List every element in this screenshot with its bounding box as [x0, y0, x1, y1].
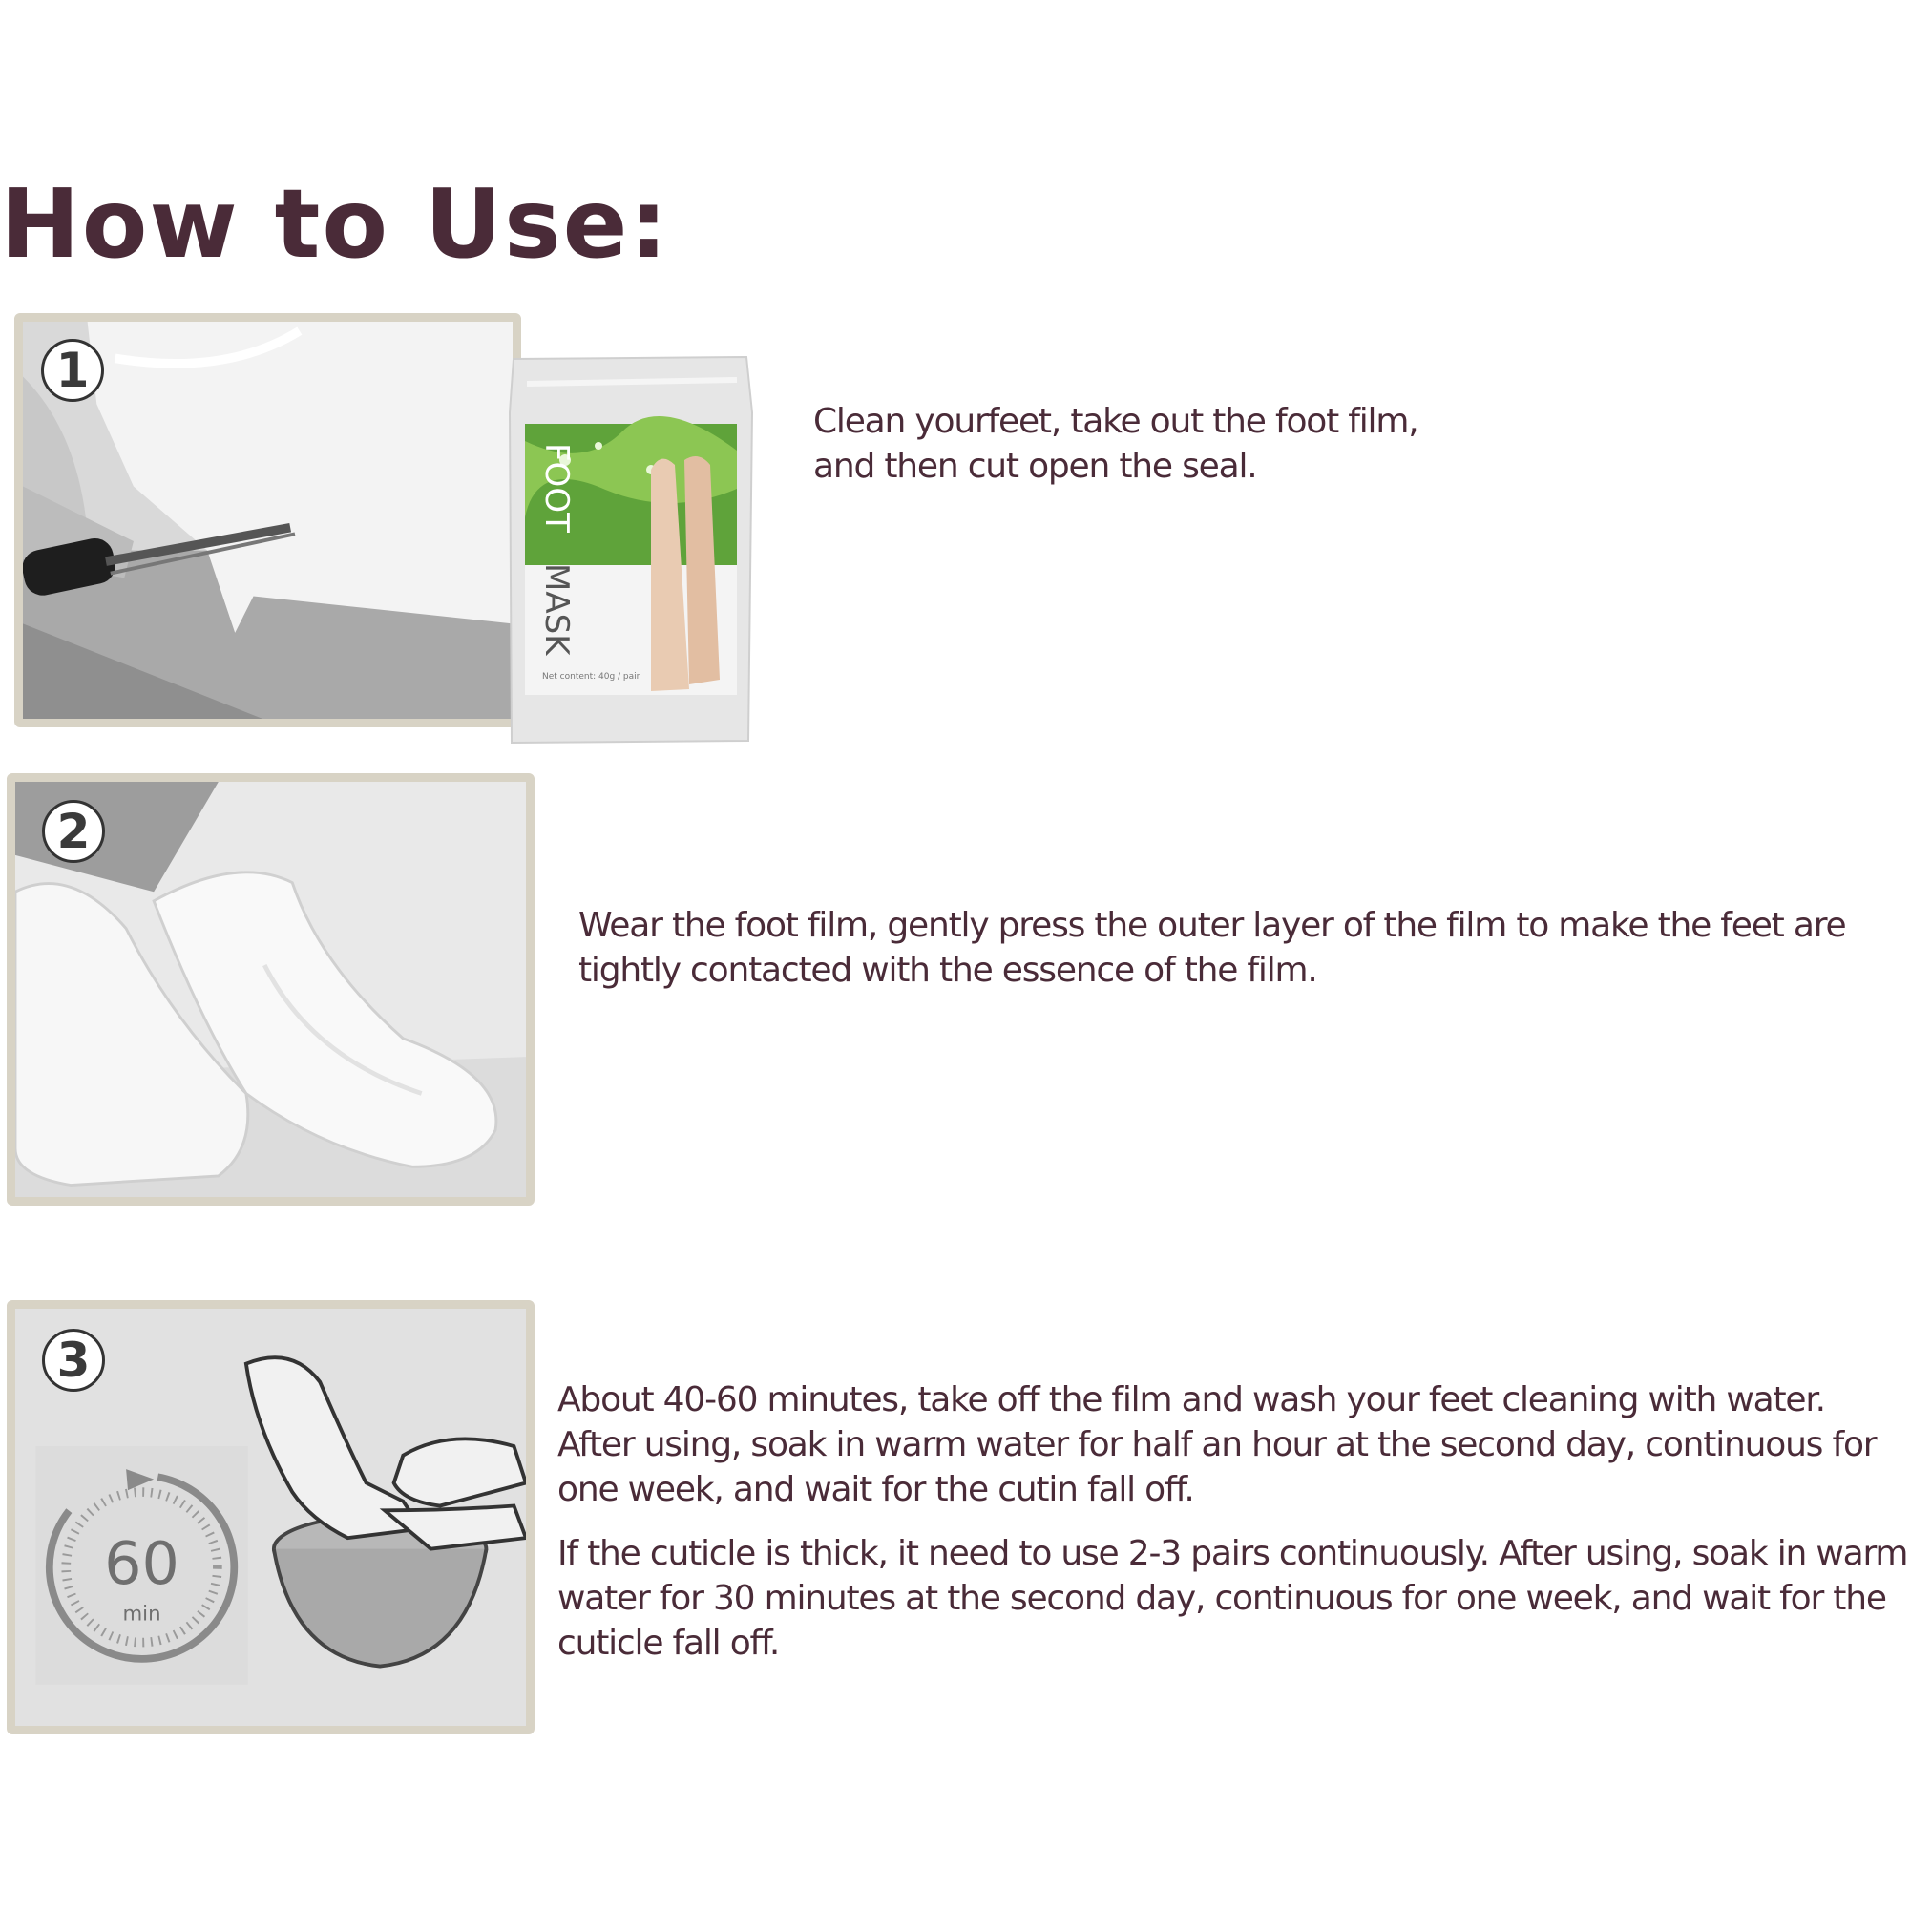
step-3-p1-line-3: one week, and wait for the cutin fall off.	[557, 1470, 1194, 1509]
step-3-p2-line-1: If the cuticle is thick, it need to use 2-3 pairs continuously. After using, soak in warm	[557, 1534, 1908, 1573]
step-3-p1-line-2: After using, soak in warm water for half an hour at the second day, continuous for	[557, 1425, 1877, 1464]
step-2-line-1: Wear the foot film, gently press the outer layer of the film to make the feet are	[578, 906, 1846, 945]
timer-unit: min	[122, 1601, 161, 1626]
step-3-text	[557, 1377, 1907, 1666]
foot-mask-packet	[508, 355, 754, 745]
step-1-text	[813, 399, 1418, 489]
step-3-p2-line-3: cuticle fall off.	[557, 1624, 780, 1663]
timer-value: 60	[104, 1529, 179, 1599]
step-2-badge: 2	[42, 800, 105, 863]
step-1-line-1: Clean yourfeet, take out the foot film,	[813, 402, 1418, 441]
step-3-p2-line-2: water for 30 minutes at the second day, continuous for one week, and wait for the	[557, 1579, 1886, 1618]
step-3-paragraph-1	[557, 1377, 1907, 1512]
packet-word-mask: MASK	[537, 563, 576, 656]
step-3-p1-line-1: About 40-60 minutes, take off the film and wash your feet cleaning with water.	[557, 1380, 1825, 1419]
step-3-paragraph-2	[557, 1531, 1907, 1666]
step-2-text	[578, 903, 1845, 993]
step-3-badge: 3	[42, 1329, 105, 1392]
packet-word-foot: FOOT	[537, 443, 576, 533]
packet-net-content: Net content: 40g / pair	[542, 672, 640, 682]
step-1-badge: 1	[41, 339, 104, 402]
step-2-line-2: tightly contacted with the essence of the film.	[578, 951, 1317, 990]
page-title: How to Use:	[0, 168, 670, 280]
step-1-line-2: and then cut open the seal.	[813, 447, 1257, 486]
